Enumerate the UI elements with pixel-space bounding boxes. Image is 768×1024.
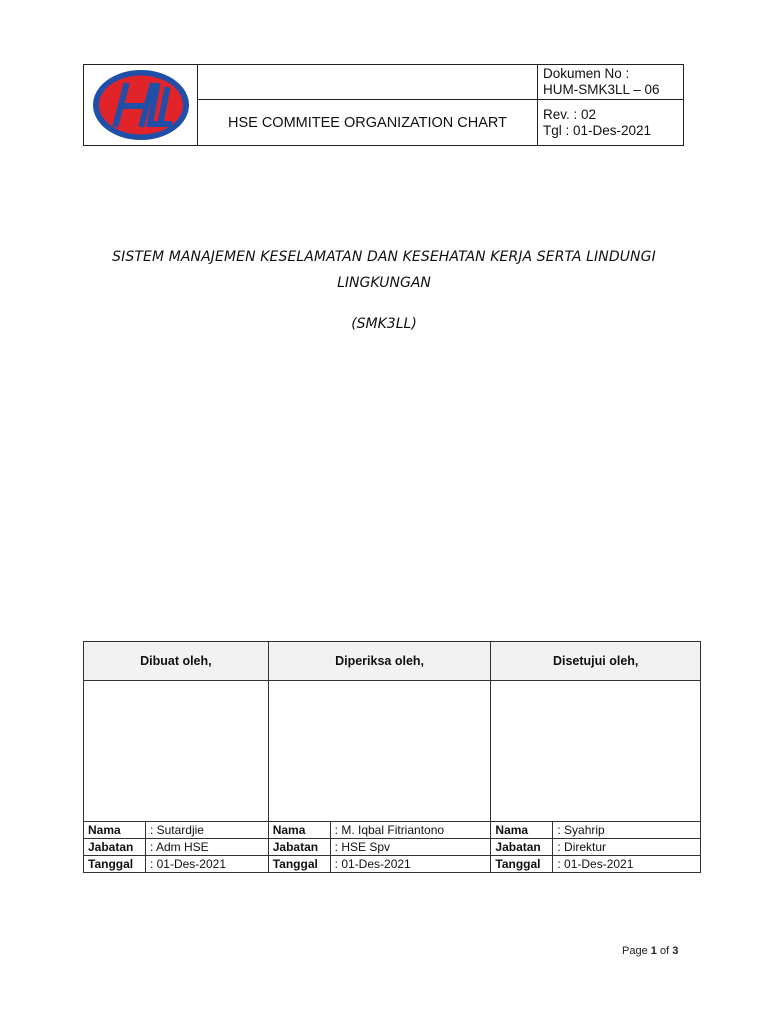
document-acronym: (SMK3LL) [351,316,417,332]
position-label: Jabatan [268,839,330,856]
creator-date: : 01-Des-2021 [145,856,268,873]
name-label: Nama [491,822,553,839]
approver-date: : 01-Des-2021 [553,856,701,873]
page-number [622,945,678,957]
date-label: Tanggal [268,856,330,873]
table-row [84,839,701,856]
date-label: Tanggal [84,856,146,873]
doc-number-cell [538,65,684,100]
table-row [84,856,701,873]
checker-date: : 01-Des-2021 [330,856,491,873]
header-blank-cell [198,65,538,100]
revision-cell [538,100,684,146]
document-title-line2: LINGKUNGAN [337,275,431,291]
name-label: Nama [268,822,330,839]
document-header [83,64,684,146]
table-row [84,822,701,839]
name-label: Nama [84,822,146,839]
date-label: Tanggal [491,856,553,873]
signature-table [83,641,701,873]
document-title [0,244,768,337]
creator-position: : Adm HSE [145,839,268,856]
position-label: Jabatan [491,839,553,856]
checker-position: : HSE Spv [330,839,491,856]
document-title-line1: SISTEM MANAJEMEN KESELAMATAN DAN KESEHATAN KERJA SERTA LINDUNGI [112,249,656,265]
page-current: 1 [650,945,657,957]
header-title: HSE COMMITEE ORGANIZATION CHART [227,114,507,131]
created-by-header: Dibuat oleh, [84,642,269,681]
logo-cell [84,65,198,146]
page-of: of [659,945,670,957]
page-label: Page [622,945,648,957]
signature-space-creator [84,681,269,822]
signature-space-checker [268,681,491,822]
checked-by-header: Diperiksa oleh, [268,642,491,681]
signature-space-approver [491,681,701,822]
doc-number-label: Dokumen No : [543,66,630,82]
approved-by-header: Disetujui oleh, [491,642,701,681]
position-label: Jabatan [84,839,146,856]
doc-number-value: HUM-SMK3LL – 06 [543,82,660,98]
header-date: Tgl : 01-Des-2021 [543,122,652,138]
approver-name: : Syahrip [553,822,701,839]
page-total: 3 [672,945,679,957]
approver-position: : Direktur [553,839,701,856]
creator-name: : Sutardjie [145,822,268,839]
company-logo-icon [91,68,191,142]
revision-text: Rev. : 02 [543,106,597,122]
checker-name: : M. Iqbal Fitriantono [330,822,491,839]
header-title-cell [198,100,538,146]
